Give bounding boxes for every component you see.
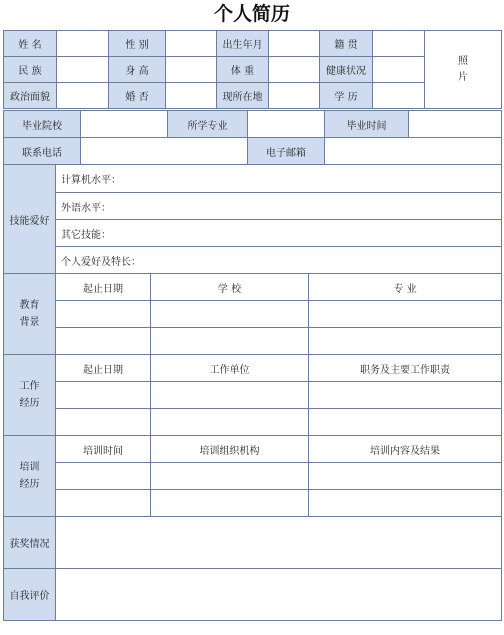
education-cell[interactable] — [151, 301, 309, 328]
gender-label: 性 别 — [109, 31, 166, 57]
awards-label: 获奖情况 — [4, 517, 56, 569]
work-label: 工作 经历 — [4, 355, 56, 436]
health-field[interactable] — [373, 57, 425, 83]
native-label: 籍 贯 — [320, 31, 373, 57]
phone-label: 联系电话 — [4, 138, 81, 165]
degree-field[interactable] — [373, 83, 425, 109]
marital-field[interactable] — [166, 83, 217, 109]
grad-time-label: 毕业时间 — [325, 111, 409, 138]
height-field[interactable] — [166, 57, 217, 83]
weight-label: 体 重 — [217, 57, 269, 83]
basic-info-table — [3, 30, 502, 109]
skills-label: 技能爱好 — [4, 165, 56, 274]
self-eval-label: 自我评价 — [4, 569, 56, 621]
work-cell[interactable] — [56, 409, 151, 436]
education-cell[interactable] — [309, 301, 502, 328]
work-cell[interactable] — [56, 382, 151, 409]
other-skills-label: 其它技能： — [61, 229, 111, 241]
ethnicity-label: 民 族 — [4, 57, 57, 83]
school-contact-table — [3, 110, 502, 165]
computer-level-label: 计算机水平： — [61, 175, 121, 186]
page-title: 个人简历 — [213, 3, 290, 25]
native-field[interactable] — [373, 31, 425, 57]
training-cell[interactable] — [56, 490, 151, 517]
other-skills-row[interactable] — [56, 220, 502, 247]
residence-label: 现所在地 — [217, 83, 269, 109]
politics-field[interactable] — [57, 83, 109, 109]
birth-field[interactable] — [269, 31, 320, 57]
training-cell[interactable] — [309, 463, 502, 490]
hobby-row[interactable] — [56, 247, 502, 274]
education-cell[interactable] — [151, 328, 309, 355]
weight-field[interactable] — [269, 57, 320, 83]
work-cell[interactable] — [309, 382, 502, 409]
height-label: 身 高 — [109, 57, 166, 83]
major-field[interactable] — [248, 111, 325, 138]
work-cell[interactable] — [151, 409, 309, 436]
photo-label: 照片 — [458, 55, 468, 83]
major-label: 所学专业 — [168, 111, 248, 138]
self-eval-field[interactable] — [56, 569, 502, 621]
degree-label: 学 历 — [320, 83, 373, 109]
work-col-duties: 职务及主要工作职责 — [309, 355, 502, 382]
email-label: 电子邮箱 — [248, 138, 325, 165]
language-level-label: 外语水平： — [61, 202, 111, 214]
residence-field[interactable] — [269, 83, 320, 109]
work-col-date: 起止日期 — [56, 355, 151, 382]
ethnicity-field[interactable] — [57, 57, 109, 83]
training-cell[interactable] — [151, 490, 309, 517]
email-field[interactable] — [325, 138, 502, 165]
training-col-org: 培训组织机构 — [151, 436, 309, 463]
detail-table — [3, 164, 502, 621]
education-cell[interactable] — [56, 328, 151, 355]
name-label: 姓 名 — [4, 31, 57, 57]
training-col-result: 培训内容及结果 — [309, 436, 502, 463]
education-col-major: 专 业 — [309, 274, 502, 301]
training-cell[interactable] — [56, 463, 151, 490]
education-cell[interactable] — [309, 328, 502, 355]
language-level-row[interactable] — [56, 193, 502, 220]
hobby-label: 个人爱好及特长： — [61, 256, 141, 268]
computer-level-row[interactable] — [56, 165, 502, 193]
training-cell[interactable] — [151, 463, 309, 490]
phone-field[interactable] — [81, 138, 248, 165]
work-cell[interactable] — [309, 409, 502, 436]
school-label: 毕业院校 — [4, 111, 81, 138]
birth-label: 出生年月 — [217, 31, 269, 57]
training-label: 培训 经历 — [4, 436, 56, 517]
school-field[interactable] — [81, 111, 168, 138]
training-cell[interactable] — [309, 490, 502, 517]
education-col-school: 学 校 — [151, 274, 309, 301]
training-col-time: 培训时间 — [56, 436, 151, 463]
health-label: 健康状况 — [320, 57, 373, 83]
marital-label: 婚 否 — [109, 83, 166, 109]
work-col-company: 工作单位 — [151, 355, 309, 382]
gender-field[interactable] — [166, 31, 217, 57]
work-cell[interactable] — [151, 382, 309, 409]
education-col-date: 起止日期 — [56, 274, 151, 301]
politics-label: 政治面貌 — [4, 83, 57, 109]
name-field[interactable] — [57, 31, 109, 57]
awards-field[interactable] — [56, 517, 502, 569]
photo-box[interactable] — [425, 31, 502, 109]
education-cell[interactable] — [56, 301, 151, 328]
grad-time-field[interactable] — [409, 111, 502, 138]
education-label: 教育 背景 — [4, 274, 56, 355]
